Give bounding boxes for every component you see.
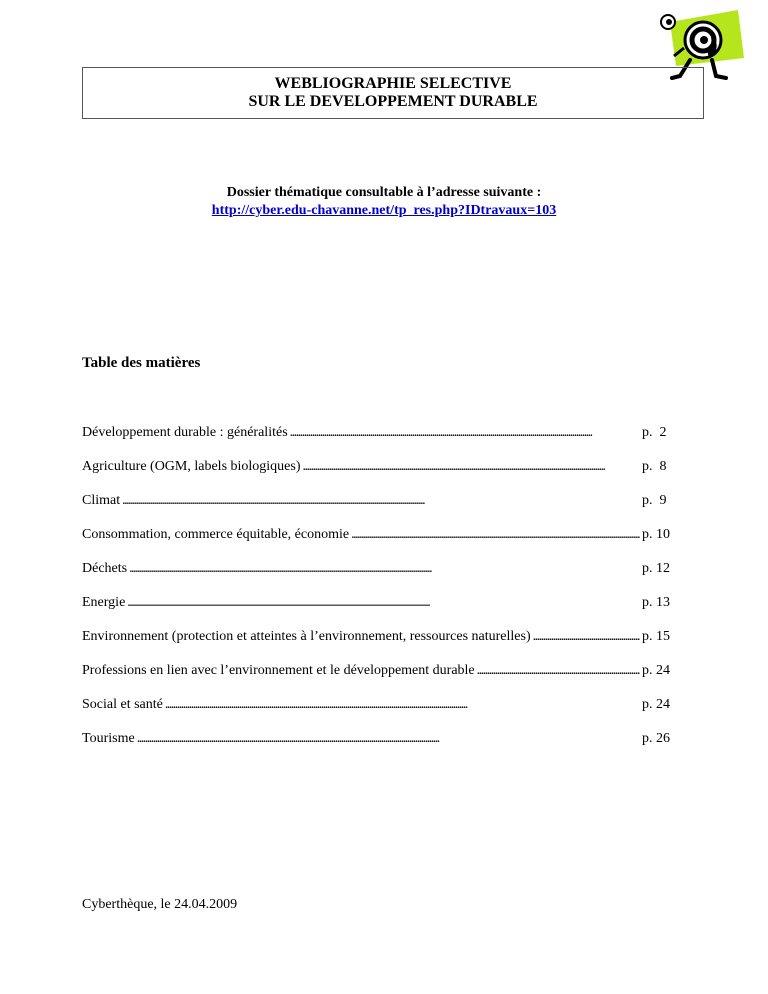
- toc-item[interactable]: [82, 459, 678, 493]
- toc-leader-dots: [351, 527, 640, 543]
- toc-list: [82, 425, 678, 765]
- dossier-link[interactable]: http://cyber.edu-chavanne.net/tp_res.php?IDtravaux=103: [211, 203, 557, 218]
- toc-leader-dots: [137, 731, 640, 747]
- dossier-block: [0, 184, 768, 220]
- toc-leader-dots: [477, 663, 640, 679]
- toc-item[interactable]: [82, 425, 678, 459]
- toc-item-page: p. 12: [642, 561, 670, 576]
- toc-leader-dots: [122, 493, 640, 509]
- document-title-box: [82, 67, 704, 119]
- toc-item[interactable]: [82, 527, 678, 561]
- toc-item-page: p. 8: [642, 459, 667, 474]
- toc-item-page: p. 24: [642, 697, 670, 712]
- toc-item-label: Environnement (protection et atteintes à l’environnement, ressources naturelles): [82, 629, 531, 644]
- title-line-2: SUR LE DEVELOPPEMENT DURABLE: [248, 93, 538, 110]
- toc-item[interactable]: [82, 493, 678, 527]
- toc-leader-dots: [129, 561, 640, 577]
- toc-item-page: p. 2: [642, 425, 667, 440]
- toc-leader-dots: [290, 425, 640, 441]
- footer-date: Cyberthèque, le 24.04.2009: [82, 897, 238, 912]
- toc-item-label: Développement durable : généralités: [82, 425, 288, 440]
- toc-item[interactable]: [82, 595, 678, 629]
- toc-item-page: p. 13: [642, 595, 670, 610]
- toc-item-label: Social et santé: [82, 697, 163, 712]
- toc-item-label: Energie: [82, 595, 126, 610]
- toc-leader-dots: [165, 697, 640, 713]
- dossier-intro: Dossier thématique consultable à l’adresse suivante :: [226, 185, 542, 200]
- toc-item-page: p. 24: [642, 663, 670, 678]
- toc-item-label: Consommation, commerce équitable, économie: [82, 527, 350, 542]
- title-line-1: WEBLIOGRAPHIE SELECTIVE: [274, 75, 512, 92]
- toc-item[interactable]: [82, 697, 678, 731]
- toc-item-label: Tourisme: [82, 731, 135, 746]
- toc-item[interactable]: [82, 561, 678, 595]
- toc-item[interactable]: [82, 629, 678, 663]
- toc-item-page: p. 10: [642, 527, 670, 542]
- toc-item-page: p. 26: [642, 731, 670, 746]
- toc-item-label: Climat: [82, 493, 121, 508]
- toc-item-page: p. 9: [642, 493, 667, 508]
- toc-item[interactable]: [82, 663, 678, 697]
- toc-leader-dots: [303, 459, 640, 475]
- toc-item-label: Agriculture (OGM, labels biologiques): [82, 459, 301, 474]
- toc-item-label: Professions en lien avec l’environnement et le développement durable: [82, 663, 475, 678]
- toc-item[interactable]: [82, 731, 678, 765]
- toc-heading: Table des matières: [82, 355, 201, 371]
- toc-item-label: Déchets: [82, 561, 128, 576]
- toc-leader-dots: [127, 595, 640, 611]
- toc-item-page: p. 15: [642, 629, 670, 644]
- toc-leader-dots: [533, 629, 640, 645]
